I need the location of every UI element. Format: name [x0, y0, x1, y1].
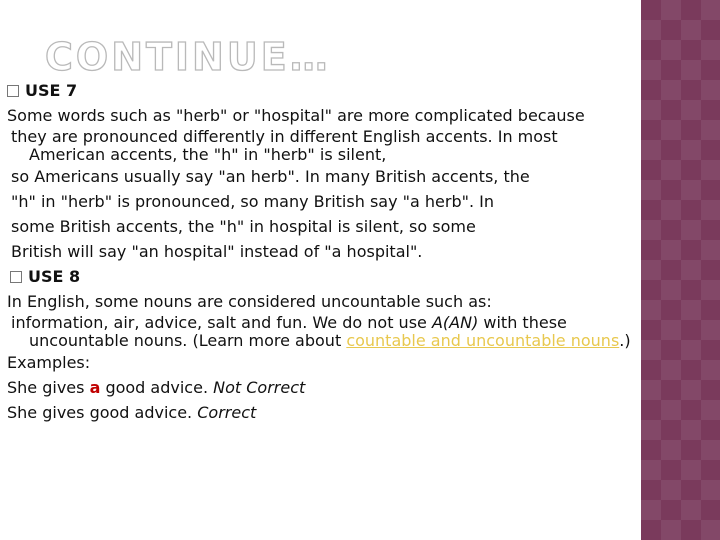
use8-line-3-tail: .)	[619, 331, 631, 350]
use8-line-2	[7, 314, 720, 332]
example-1-text: She gives	[7, 378, 90, 397]
example-1-verdict: Not Correct	[213, 378, 306, 397]
use7-heading: USE 7	[25, 81, 78, 100]
example-1-mid: good advice.	[100, 378, 214, 397]
use7-heading-line	[7, 78, 720, 103]
countable-nouns-link[interactable]: countable and uncountable nouns	[346, 331, 620, 350]
use7-line-5: "h" in "herb" is pronounced, so many British say "a herb". In	[11, 192, 494, 211]
use7-line-6: some British accents, the "h" in hospital is silent, so some	[11, 217, 476, 236]
slide-body	[7, 78, 720, 425]
example-2-text: She gives good advice.	[7, 403, 198, 422]
example-1	[7, 375, 720, 400]
incorrect-article: a	[89, 378, 101, 397]
use7-line-2: they are pronounced differently in different English accents. In most	[11, 127, 558, 146]
use8-line-1: In English, some nouns are considered uncountable such as:	[7, 292, 492, 311]
use8-line-3-text: uncountable nouns. (Learn more about	[29, 331, 347, 350]
use8-line-2-tail: with these	[478, 313, 567, 332]
use8-line-2-text: information, air, advice, salt and fun. We do not use	[11, 313, 432, 332]
use8-heading-line	[7, 264, 720, 289]
example-2-verdict: Correct	[197, 403, 257, 422]
article-emphasis: A(AN)	[431, 313, 479, 332]
slide-title: CONTINUE…	[45, 35, 331, 79]
use8-heading: USE 8	[28, 267, 81, 286]
use7-line-7: British will say "an hospital" instead of "a hospital".	[11, 242, 423, 261]
use7-line-3: American accents, the "h" in "herb" is silent,	[29, 145, 387, 164]
square-bullet-icon	[10, 271, 22, 283]
use7-line-1: Some words such as "herb" or "hospital" are more complicated because	[7, 106, 585, 125]
square-bullet-icon	[7, 85, 19, 97]
use7-line-4: so Americans usually say "an herb". In many British accents, the	[11, 167, 530, 186]
examples-label: Examples:	[7, 353, 91, 372]
use8-line-3	[7, 332, 720, 350]
example-2	[7, 400, 720, 425]
